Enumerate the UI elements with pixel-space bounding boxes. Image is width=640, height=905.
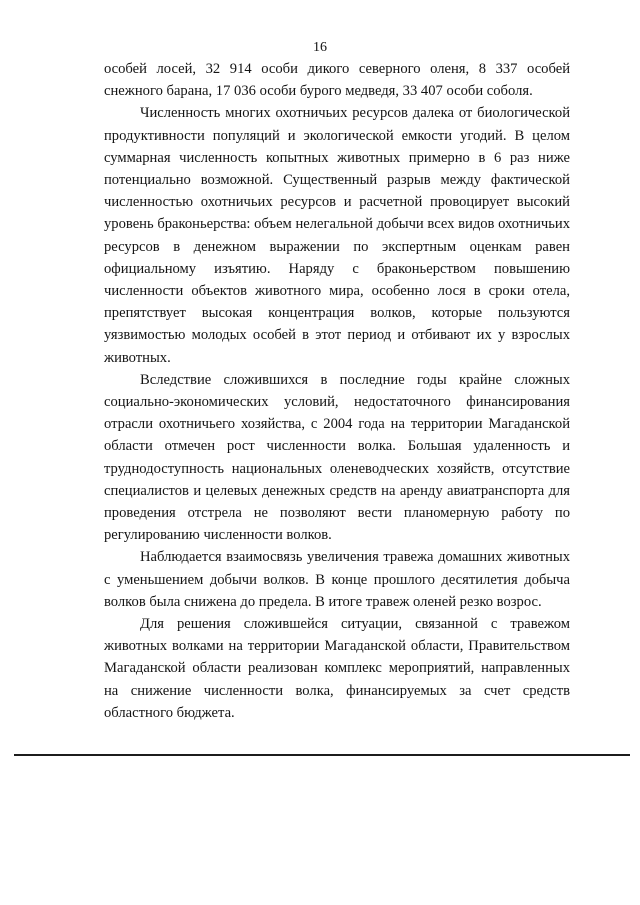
body-text	[104, 58, 570, 724]
paragraph-hunting-resources: Численность многих охотничьих ресурсов далека от биологической продуктивности популяций и экологической емкости угодий. В целом суммарная численность копытных животных примерно в 6 раз ниже потенциально возможной. Существенный разрыв между фактической численностью охотничьих ресурсов и расчетной провоцирует высокий уровень браконьерства: объем нелегальной добычи всех видов охотничьих ресурсов в денежном выражении по экспертным оценкам равен официальному изъятию. Наряду с браконьерством повышению численности объектов животного мира, особенно лося в сроки отела, препятствует высокая концентрация волков, которые пользуются уязвимостью молодых особей в этот период и отбивают их у взрослых животных.	[104, 105, 570, 366]
paragraph-government-measures: Для решения сложившейся ситуации, связанной с травежом животных волками на территории Магаданской области, Правительством Магаданской области реализован комплекс мероприятий, направленных на снижение численности волка, финансируемых за счет средств областного бюджета.	[104, 616, 570, 721]
footer-divider	[14, 754, 630, 756]
page-number: 16	[313, 40, 327, 55]
paragraph-livestock-damage: Наблюдается взаимосвязь увеличения травежа домашних животных с уменьшением добычи волков. В конце прошлого десятилетия добыча волков была снижена до предела. В итоге травеж оленей резко возрос.	[104, 549, 570, 610]
paragraph-wolf-population: Вследствие сложившихся в последние годы крайне сложных социально-экономических условий, недостаточного финансирования отрасли охотничьего хозяйства, с 2004 года на территории Магаданской области отмечен рост численности волка. Большая удаленность и труднодоступность национальных оленеводческих хозяйств, отсутствие специалистов и целевых денежных средств на аренду авиатранспорта для проведения отстрела не позволяют вести планомерную работу по регулированию численности волков.	[104, 371, 570, 544]
paragraph-continuation: особей лосей, 32 914 особи дикого северного оленя, 8 337 особей снежного барана, 17 036 особи бурого медведя, 33 407 особи соболя.	[104, 61, 570, 100]
